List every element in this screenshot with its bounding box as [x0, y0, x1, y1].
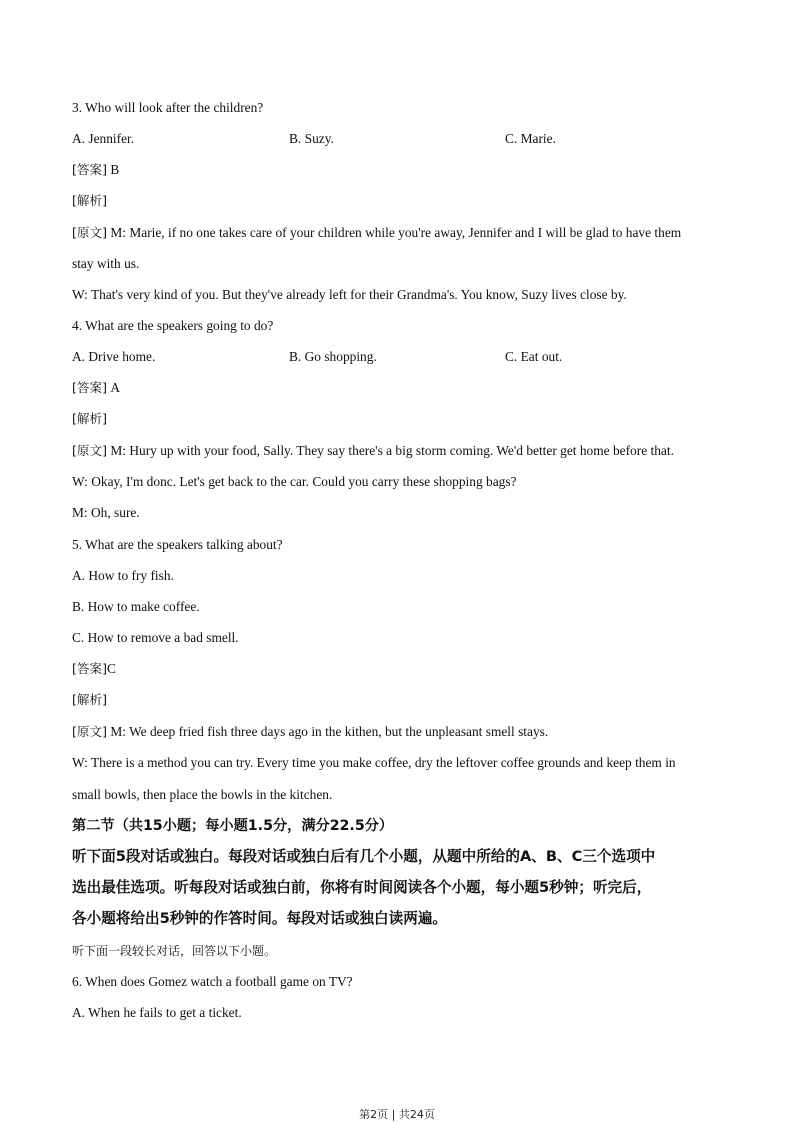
q3-option-a: A. Jennifer.: [72, 131, 135, 146]
q3-option-c: C. Marie.: [505, 131, 556, 146]
answer-label: [答案]: [72, 661, 108, 676]
q5-option-a: A. How to fry fish.: [72, 568, 174, 583]
transcript-text: M: Hury up with your food, Sally. They say there's a big storm coming. We'd better get home before that.: [107, 443, 674, 458]
q5-option-b: B. How to make coffee.: [72, 599, 200, 614]
q4-answer: [72, 380, 120, 396]
q6-question: 6. When does Gomez watch a football game on TV?: [72, 974, 353, 989]
transcript-text: M: We deep fried fish three days ago in the kithen, but the unpleasant smell stays.: [107, 724, 549, 739]
section2-heading: 第二节（共15小题；每小题1.5分，满分22.5分）: [72, 818, 394, 834]
q4-transcript-1: [72, 443, 674, 459]
q3-transcript-2: stay with us.: [72, 256, 140, 271]
section2-instruction-3: 各小题将给出5秒钟的作答时间。每段对话或独白读两遍。: [72, 910, 448, 927]
q5-option-c: C. How to remove a bad smell.: [72, 630, 239, 645]
answer-label: [答案]: [72, 380, 108, 395]
section2-instruction-1: 听下面5段对话或独白。每段对话或独白后有几个小题，从题中所给的A、B、C三个选项中: [72, 848, 656, 865]
q5-question: 5. What are the speakers talking about?: [72, 537, 283, 552]
q5-transcript-2: W: There is a method you can try. Every time you make coffee, dry the leftover coffee grounds and keep them in: [72, 755, 676, 770]
q5-analysis: [72, 692, 107, 708]
answer-value: C: [107, 661, 116, 676]
q4-option-a: A. Drive home.: [72, 349, 156, 364]
section2-instruction-2: 选出最佳选项。听每段对话或独白前，你将有时间阅读各个小题，每小题5秒钟；听完后，: [72, 879, 652, 896]
q3-analysis: [72, 193, 107, 209]
transcript-label: [原文]: [72, 724, 108, 739]
section2-sub-instruction: 听下面一段较长对话，回答以下小题。: [72, 944, 277, 958]
q4-transcript-3: M: Oh, sure.: [72, 505, 140, 520]
analysis-label: [解析]: [72, 411, 108, 426]
q5-answer: [72, 661, 116, 677]
q4-question: 4. What are the speakers going to do?: [72, 318, 274, 333]
transcript-label: [原文]: [72, 225, 108, 240]
q5-transcript-1: [72, 724, 548, 740]
transcript-text: M: Marie, if no one takes care of your children while you're away, Jennifer and I will be glad to have them: [107, 225, 682, 240]
answer-value: A: [107, 380, 121, 395]
q6-option-a: A. When he fails to get a ticket.: [72, 1005, 242, 1020]
q4-option-b: B. Go shopping.: [289, 349, 377, 364]
answer-value: B: [107, 162, 120, 177]
q3-transcript-3: W: That's very kind of you. But they've already left for their Grandma's. You know, Suzy lives close by.: [72, 287, 627, 302]
transcript-label: [原文]: [72, 443, 108, 458]
q4-option-c: C. Eat out.: [505, 349, 563, 364]
answer-label: [答案]: [72, 162, 108, 177]
q3-transcript-1: [72, 225, 681, 241]
q3-question: 3. Who will look after the children?: [72, 100, 264, 115]
q5-transcript-3: small bowls, then place the bowls in the kitchen.: [72, 787, 333, 802]
q4-analysis: [72, 411, 107, 427]
q4-transcript-2: W: Okay, I'm donc. Let's get back to the car. Could you carry these shopping bags?: [72, 474, 517, 489]
page-footer: 第2页 | 共24页: [359, 1108, 435, 1121]
q3-answer: [72, 162, 119, 178]
analysis-label: [解析]: [72, 692, 108, 707]
q3-option-b: B. Suzy.: [289, 131, 334, 146]
analysis-label: [解析]: [72, 193, 108, 208]
